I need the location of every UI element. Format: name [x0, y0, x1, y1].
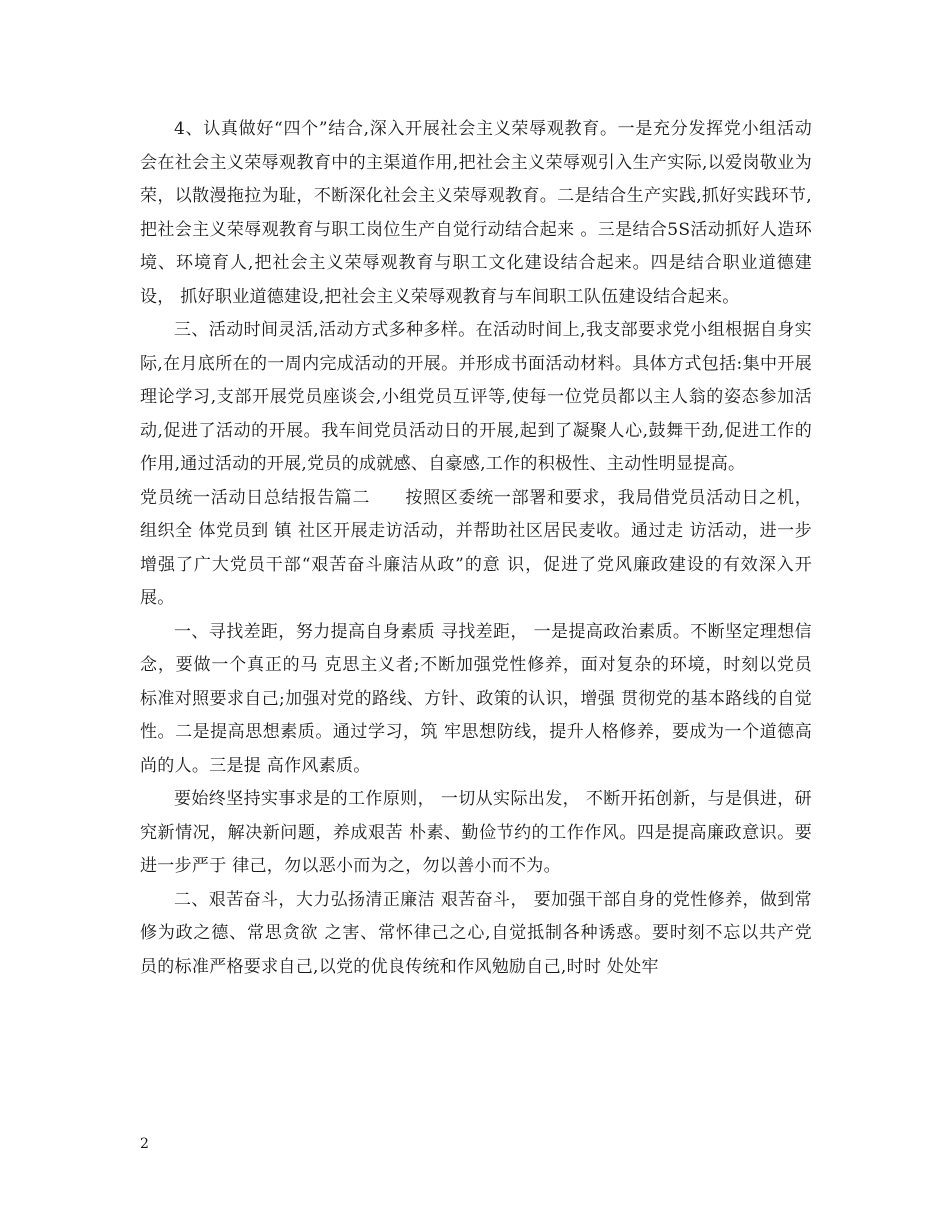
paragraph-hard-work: 二、艰苦奋斗，大力弘扬清正廉洁 艰苦奋斗， 要加强干部自身的党性修养，做到常修为政之德、常思贪欲 之害、常怀律己之心,自觉抵制各种诱惑。要时刻不忘以共产党 员的标准严格要求自己,以党的优良传统和作风勉励自己,时时 处处牢 — [140, 889, 812, 977]
paragraph-four-combinations: 4、认真做好“四个”结合,深入开展社会主义荣辱观教育。一是充分发挥党小组活动会在社会主义荣辱观教育中的主渠道作用,把社会主义荣辱观引入生产实际,以爱岗敬业为荣，以散漫拖拉为耻，不断深化社会主义荣辱观教育。二是结合生产实践,抓好实践环节,把社会主义荣辱观教育与职工岗位生产自觉行动结合起来 。三是结合5S活动抓好人造环境、环境育人,把社会主义荣辱观教育与职工文化建设结合起来。四是结合职业道德建设， 抓好职业道德建设,把社会主义荣辱观教育与车间职工队伍建设结合起来。 — [140, 119, 812, 307]
document-body — [140, 113, 812, 984]
paragraph-find-gaps: 一、寻找差距，努力提高自身素质 寻找差距， 一是提高政治素质。不断坚定理想信念，要做一个真正的马 克思主义者;不断加强党性修养，面对复杂的环境，时刻以党员 标准对照要求自己;加强对党的路线、方针、政策的认识，增强 贯彻党的基本路线的自觉性。二是提高思想素质。通过学习，筑 牢思想防线，提升人格修养，要成为一个道德高尚的人。三是提 高作风素质。 — [140, 621, 812, 776]
paragraph-report-two-intro: 党员统一活动日总结报告篇二 按照区委统一部署和要求，我局借党员活动日之机，组织全 体党员到 镇 社区开展走访活动，并帮助社区居民麦收。通过走 访活动，进一步增强了广大党员干部“艰苦奋斗廉洁从政”的意 识，促进了党风廉政建设的有效深入开展。 — [140, 487, 812, 608]
paragraph-activity-time: 三、活动时间灵活,活动方式多种多样。在活动时间上,我支部要求党小组根据自身实际,在月底所在的一周内完成活动的开展。并形成书面活动材料。具体方式包括:集中开展理论学习,支部开展党员座谈会,小组党员互评等,使每一位党员都以主人翁的姿态参加活动,促进了活动的开展。我车间党员活动日的开展,起到了凝聚人心,鼓舞干劲,促进工作的作用,通过活动的开展,党员的成就感、自豪感,工作的积极性、主动性明显提高。 — [140, 320, 812, 474]
paragraph-work-principles: 要始终坚持实事求是的工作原则， 一切从实际出发， 不断开拓创新，与是俱进，研究新情况，解决新问题，养成艰苦 朴素、勤俭节约的工作作风。四是提高廉政意识。要进一步严于 律己，勿以恶小而为之，勿以善小而不为。 — [140, 789, 812, 876]
page-number: 2 — [140, 1136, 149, 1152]
